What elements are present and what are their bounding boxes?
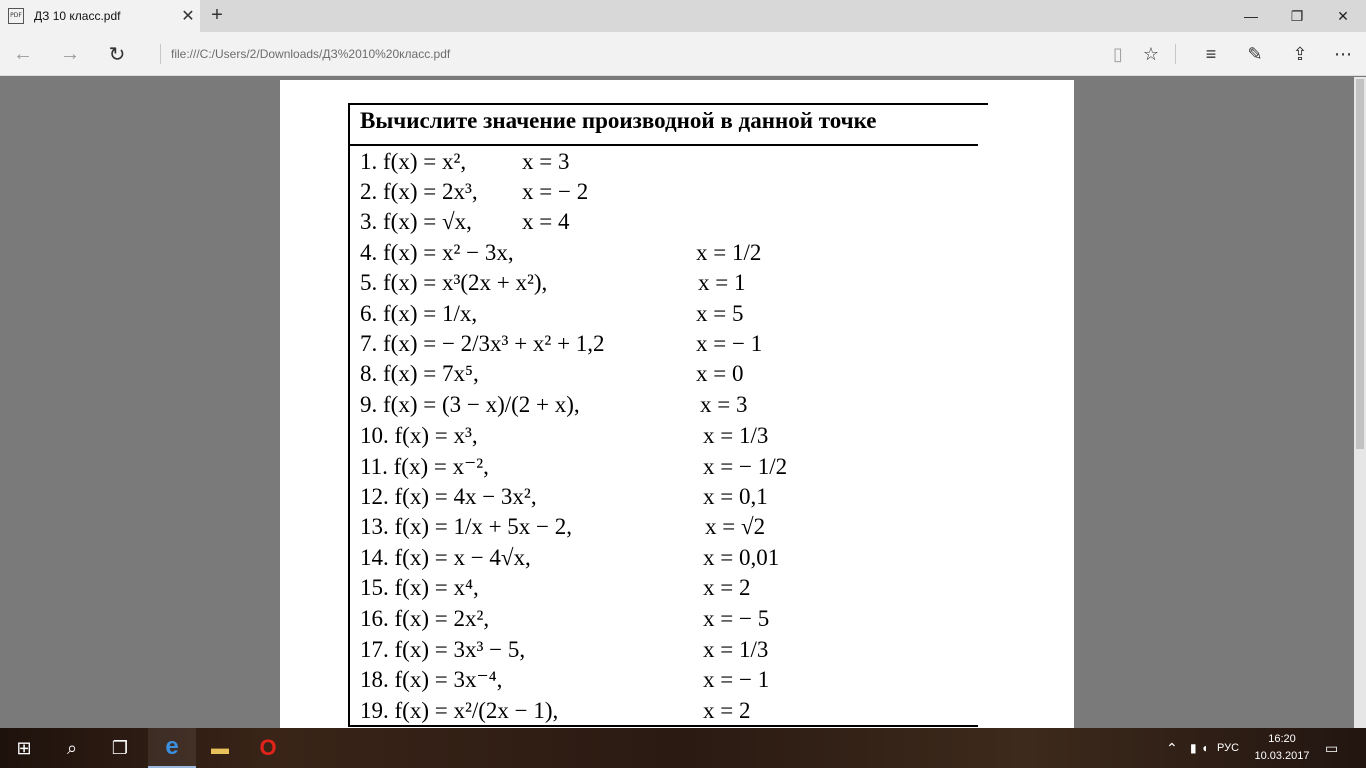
tab-close-icon[interactable]: ✕	[181, 8, 195, 25]
windows-icon: ⊞	[16, 737, 32, 758]
clock-date: 10.03.2017	[1254, 750, 1310, 762]
back-arrow-icon: ←	[13, 42, 33, 65]
task-function: 17. f(x) = 3x³ − 5,	[360, 637, 526, 662]
task-point: x = 3	[522, 149, 570, 174]
clock[interactable]	[1250, 731, 1314, 765]
task-point: x = − 1	[703, 667, 770, 692]
language-label: РУС	[1217, 742, 1240, 754]
share-button[interactable]	[1287, 41, 1313, 67]
task-point: x = 1	[698, 270, 746, 295]
task-point: x = − 1	[696, 331, 763, 356]
task-function: 4. f(x) = x² − 3x,	[360, 240, 514, 265]
volume-button[interactable]	[1201, 728, 1208, 768]
clock-time: 16:20	[1268, 733, 1296, 745]
notifications-button[interactable]	[1325, 728, 1338, 768]
task-function: 14. f(x) = x − 4√x,	[360, 545, 531, 570]
task-view-icon: ❐	[111, 737, 129, 758]
task-function: 11. f(x) = x⁻²,	[360, 454, 489, 479]
maximize-button[interactable]	[1274, 0, 1320, 32]
task-function: 7. f(x) = − 2/3x³ + x² + 1,2	[360, 331, 605, 356]
more-button[interactable]	[1330, 41, 1356, 67]
vertical-scrollbar[interactable]	[1354, 77, 1366, 728]
language-indicator[interactable]	[1217, 728, 1239, 768]
pdf-page	[280, 80, 1074, 728]
edge-taskbar-button[interactable]	[148, 728, 196, 768]
opera-taskbar-button[interactable]	[244, 728, 292, 768]
folder-icon: ▬	[211, 737, 229, 758]
task-point: x = − 5	[703, 606, 770, 631]
tray-overflow-button[interactable]	[1166, 728, 1178, 768]
minimize-button[interactable]	[1228, 0, 1274, 32]
close-icon: ✕	[1337, 7, 1349, 24]
task-function: 8. f(x) = 7x⁵,	[360, 361, 479, 386]
minimize-icon: —	[1244, 8, 1258, 24]
task-point: x = 2	[703, 575, 751, 600]
forward-arrow-icon: →	[60, 42, 80, 65]
more-icon: ⋯	[1334, 43, 1352, 64]
task-point: x = 1/2	[696, 240, 762, 265]
scrollbar-thumb[interactable]	[1356, 79, 1364, 449]
task-function: 5. f(x) = x³(2x + x²),	[360, 270, 548, 295]
task-point: x = √2	[705, 514, 766, 539]
hub-icon: ≡	[1205, 43, 1217, 64]
favorite-button[interactable]	[1138, 41, 1164, 67]
search-button[interactable]	[48, 728, 96, 768]
bottom-divider	[348, 725, 978, 727]
task-point: x = 0	[696, 361, 744, 386]
pdf-viewer	[0, 77, 1366, 728]
address-bar	[0, 32, 1366, 76]
page-title: Вычислите значение производной в данной точке	[360, 108, 877, 133]
task-point: x = − 1/2	[703, 454, 788, 479]
tab-bar	[0, 0, 1366, 32]
refresh-icon: ↻	[108, 43, 126, 66]
refresh-button[interactable]	[102, 40, 132, 68]
pdf-icon: PDF	[8, 8, 24, 24]
start-button[interactable]	[0, 728, 48, 768]
star-icon: ☆	[1142, 43, 1160, 64]
task-function: 12. f(x) = 4x − 3x²,	[360, 484, 537, 509]
task-function: 6. f(x) = 1/x,	[360, 301, 478, 326]
task-function: 10. f(x) = x³,	[360, 423, 478, 448]
edge-icon: e	[165, 733, 179, 760]
task-point: x = 0,1	[703, 484, 768, 509]
share-icon: ⇪	[1292, 43, 1308, 64]
tab-active[interactable]	[0, 0, 200, 32]
back-button[interactable]	[8, 40, 38, 68]
task-function: 3. f(x) = √x,	[360, 209, 472, 234]
explorer-taskbar-button[interactable]	[196, 728, 244, 768]
forward-button[interactable]	[55, 40, 85, 68]
task-point: x = 4	[522, 209, 570, 234]
taskbar	[0, 728, 1366, 768]
opera-icon: O	[259, 735, 277, 760]
reading-view-icon: ▯	[1113, 43, 1123, 64]
task-function: 16. f(x) = 2x²,	[360, 606, 490, 631]
tab-title: ДЗ 10 класс.pdf	[34, 9, 121, 23]
toolbar-divider	[1175, 44, 1176, 64]
web-note-button[interactable]	[1242, 41, 1268, 67]
search-icon: ⌕	[66, 737, 78, 758]
notifications-icon: ▭	[1325, 739, 1339, 756]
network-icon: ▮	[1190, 741, 1197, 755]
task-function: 18. f(x) = 3x⁻⁴,	[360, 667, 503, 692]
task-point: x = 3	[700, 392, 748, 417]
network-button[interactable]	[1190, 728, 1197, 768]
heading-divider	[348, 144, 978, 146]
pen-icon: ✎	[1247, 43, 1263, 64]
task-point: x = 5	[696, 301, 744, 326]
reading-view-button[interactable]	[1105, 41, 1131, 67]
url-field[interactable]: file:///C:/Users/2/Downloads/ДЗ%2010%20класс.pdf	[160, 44, 450, 64]
task-point: x = 1/3	[703, 637, 769, 662]
task-point: x = − 2	[522, 179, 589, 204]
task-point: x = 1/3	[703, 423, 769, 448]
task-function: 15. f(x) = x⁴,	[360, 575, 479, 600]
task-point: x = 2	[703, 698, 751, 723]
chevron-up-icon: ⌃	[1166, 739, 1178, 756]
task-view-button[interactable]	[96, 728, 144, 768]
task-function: 9. f(x) = (3 − x)/(2 + x),	[360, 392, 580, 417]
task-function: 2. f(x) = 2x³,	[360, 179, 478, 204]
close-window-button[interactable]	[1320, 0, 1366, 32]
task-function: 13. f(x) = 1/x + 5x − 2,	[360, 514, 573, 539]
volume-icon: ◖	[1201, 741, 1209, 755]
hub-button[interactable]	[1198, 41, 1224, 67]
task-function: 19. f(x) = x²/(2x − 1),	[360, 698, 559, 723]
maximize-icon: ❐	[1290, 7, 1304, 24]
new-tab-button[interactable]: +	[211, 4, 223, 26]
task-point: x = 0,01	[703, 545, 780, 570]
task-function: 1. f(x) = x²,	[360, 149, 467, 174]
